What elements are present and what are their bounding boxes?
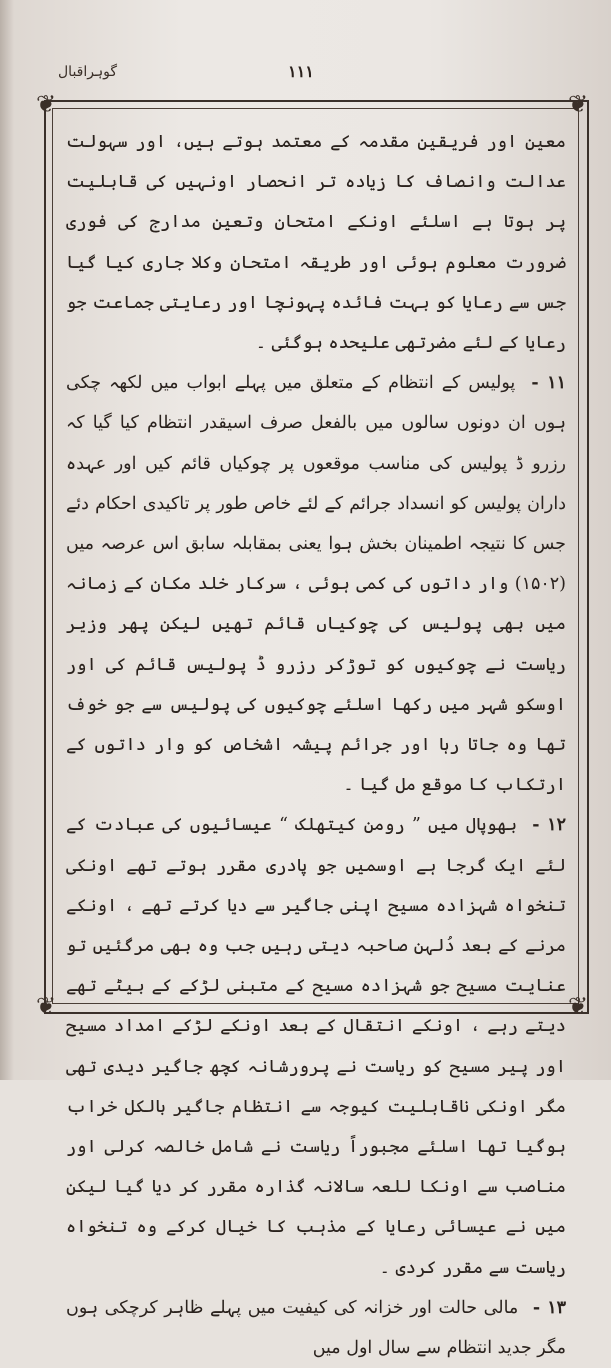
paragraph-text: مالی حالت اور خزانہ کی کیفیت میں پہلے ظاہر کرچکی ہوں مگر جدید انتظام سے سال اول میں <box>66 1297 566 1359</box>
body-text <box>66 122 566 1359</box>
running-title: گوہراقبال <box>58 64 118 80</box>
paragraph-text: بھوپال میں ” رومن کیتھلک “ عیسائیوں کی عبادت کے لئے ایک گرجا ہے اوسمیں جو پادری مقرر ہوتے تھے اونکی تنخواہ شہزادہ مسیح اپنی جاگیر سے دیا کرتے تھے ، اونکے مرنے کے بعد دُلہن صاحبہ دیتی رہیں جب وہ بھی مرگئیں تو عنایت مسیح جو شہزادہ مسیح کے متبنی لڑکے کے بیٹے تھے دیتے رہے ، اونکے انتقال کے بعد اونکے لڑکے امداد مسیح اور پیر مسیح کو ریاست نے پرورشانہ کچھ جاگیر دیدی تھی مگر اونکی ناقابلیت کیوجہ سے انتظام جاگیر بالکل خراب ہوگیا تھا اسلئے مجبوراً ریاست نے شامل خالصہ کرلی اور مناصب سے اونکا للعہ سالانہ گذارہ مقرر کر دیا گیا لیکن میں نے عیسائی رعایا کے مذہب کا خیال کرکے وہ تنخواہ ریاست سے مقرر کردی ۔ <box>66 815 566 1278</box>
page-edge-shadow <box>0 0 14 1080</box>
floral-corner-ornament-icon: ❦ <box>36 992 57 1020</box>
paragraph-text: پولیس کے انتظام کے متعلق میں پہلے ابواب میں لکھہ چکی ہوں ان دونوں سالوں میں بالفعل صرف اسیقدر انتظام کیا گیا کہ رزرو ڈ پولیس کی مناسب موقعوں پر چوکیاں قائم کیں اور عہدہ داران پولیس کو انسداد جرائم کے لئے خاص طور پر تاکیدی احکام دئے جس کا نتیجہ اطمینان بخش ہوا یعنی بمقابلہ سابق اس عرصہ میں (۱۵۰۲) وار داتوں کی کمی ہوئی ، سرکار خلد مکان کے زمانہ میں بھی پولیس کی چوکیاں قائم تھیں لیکن پھر وزیر ریاست نے چوکیوں کو توڑکر رزرو ڈ پولیس قائم کی اور اوسکو شہر میں رکھا اسلئے چوکیوں کی پولیس سے جو خوف تھا وہ جاتا رہا اور جرائم پیشہ اشخاص کو وار داتوں کے ارتکاب کا موقع مل گیا ۔ <box>66 373 566 796</box>
paragraph-number: ۱۳ - <box>532 1297 566 1318</box>
paragraph-number: ۱۲ - <box>532 815 566 836</box>
paragraph <box>66 122 566 363</box>
paragraph-12 <box>66 805 566 1287</box>
paragraph-13 <box>66 1288 566 1368</box>
paragraph-number: ۱۱ - <box>531 373 566 394</box>
paragraph-11 <box>66 363 566 805</box>
paragraph-text: معین اور فریقین مقدمہ کے معتمد ہوتے ہیں، اور سہولت عدالت وانصاف کا زیادہ تر انحصار اونہیں کی قابلیت پر ہوتا ہے اسلئے اونکے امتحان وتعین مدارج کی فوری ضرورت معلوم ہوئی اور طریقہ امتحان وکلا جاری کیا گیا جس سے رعایا کو بہت فائدہ پہونچا اور رعایتی جماعت جو رعایا کے لئے مضرتھی علیحدہ ہوگئی ۔ <box>66 132 566 354</box>
floral-corner-ornament-icon: ❦ <box>36 90 57 118</box>
page-number: ۱۱۱ <box>288 62 314 81</box>
floral-corner-ornament-icon: ❦ <box>568 90 589 118</box>
floral-corner-ornament-icon: ❦ <box>568 992 589 1020</box>
